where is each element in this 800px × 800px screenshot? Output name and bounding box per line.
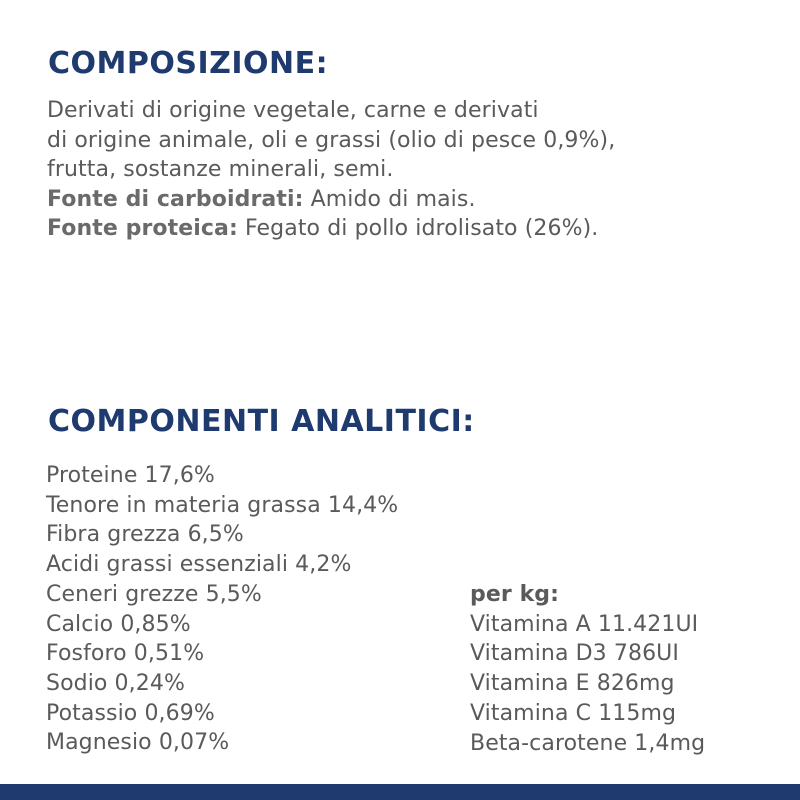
list-item: Calcio 0,85%	[46, 611, 191, 637]
list-item: Beta-carotene 1,4mg	[470, 730, 706, 756]
list-item: Ceneri grezze 5,5%	[46, 581, 262, 607]
list-item: Proteine 17,6%	[46, 463, 215, 488]
list-item: Vitamina E 826mg	[470, 671, 675, 697]
list-item: Vitamina C 115mg	[470, 700, 677, 726]
carbohydrate-source	[47, 185, 615, 215]
list-item: Vitamina D3 786UI	[470, 641, 679, 667]
list-item: Tenore in materia grassa 14,4%	[46, 492, 399, 518]
per-kg-label: per kg:	[470, 582, 560, 607]
composition-line: di origine animale, oli e grassi (olio di pesce 0,9%),	[47, 127, 616, 153]
protein-source-label: Fonte proteica:	[47, 216, 238, 241]
analytic-components-list	[46, 461, 398, 758]
protein-source	[47, 214, 615, 244]
carbohydrate-source-value: Amido di mais.	[303, 186, 476, 212]
composition-heading: COMPOSIZIONE:	[48, 46, 329, 81]
list-item: Acidi grassi essenziali 4,2%	[46, 552, 352, 578]
composition-line: Derivati di origine vegetale, carne e derivati	[47, 98, 539, 123]
protein-source-value: Fegato di pollo idrolisato (26%).	[237, 216, 599, 241]
bottom-bar	[0, 784, 800, 800]
list-item: Potassio 0,69%	[46, 700, 215, 726]
vitamins-per-kg-list	[470, 580, 705, 758]
analytics-heading: COMPONENTI ANALITICI:	[48, 404, 475, 439]
carbohydrate-source-label: Fonte di carboidrati:	[47, 186, 304, 212]
composition-text	[47, 96, 615, 244]
composition-line: frutta, sostanze minerali, semi.	[47, 157, 394, 182]
list-item: Fibra grezza 6,5%	[46, 522, 244, 548]
list-item: Vitamina A 11.421UI	[470, 611, 699, 637]
list-item: Sodio 0,24%	[46, 670, 185, 696]
list-item: Magnesio 0,07%	[46, 730, 230, 756]
list-item: Fosforo 0,51%	[46, 641, 205, 667]
